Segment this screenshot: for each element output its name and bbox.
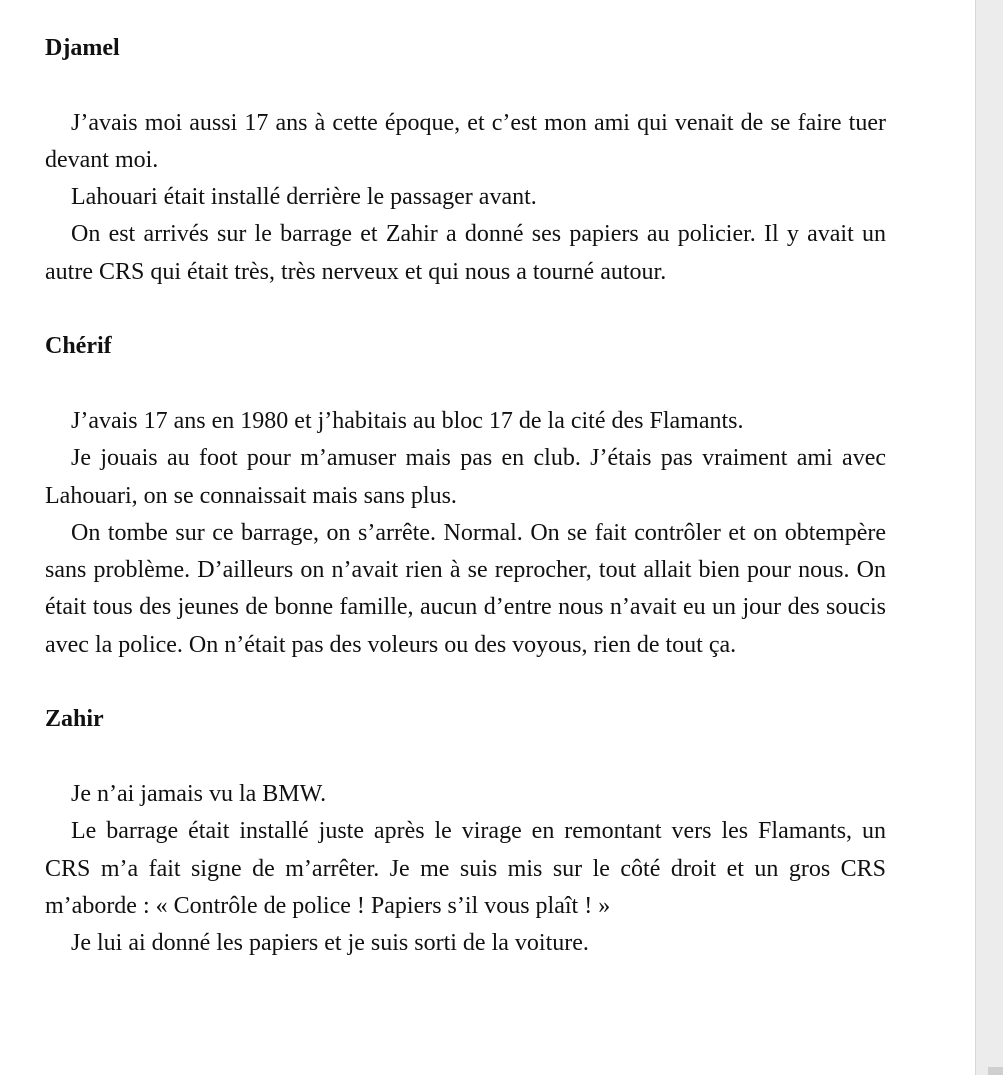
paragraph: J’avais moi aussi 17 ans à cette époque, et c’est mon ami qui venait de se faire tuer devant moi. (45, 109, 886, 173)
testimony-section-cherif (45, 328, 886, 664)
paragraph: Je jouais au foot pour m’amuser mais pas en club. J’étais pas vraiment ami avec Lahouari, on se connaissait mais sans plus. (45, 445, 886, 509)
vertical-scrollbar[interactable] (975, 0, 1003, 1075)
speaker-name: Chérif (45, 333, 112, 360)
paragraph: Je lui ai donné les papiers et je suis sorti de la voiture. (71, 930, 589, 957)
speaker-name: Djamel (45, 35, 120, 61)
scrollbar-thumb[interactable] (988, 1067, 1003, 1075)
paragraph: J’avais 17 ans en 1980 et j’habitais au bloc 17 de la cité des Flamants. (71, 407, 744, 434)
blank-line (45, 67, 886, 104)
testimony-section-zahir (45, 701, 886, 962)
testimony-section-djamel (45, 30, 886, 291)
speaker-name: Zahir (45, 706, 104, 733)
paragraph: On est arrivés sur le barrage et Zahir a donné ses papiers au policier. Il y avait un autre CRS qui était très, très nerveux et qui nous a tourné autour. (45, 221, 886, 285)
document-content (45, 30, 886, 962)
blank-line (45, 366, 886, 403)
blank-line (45, 739, 886, 776)
paragraph: On tombe sur ce barrage, on s’arrête. Normal. On se fait contrôler et on obtempère sans problème. D’ailleurs on n’avait rien à se reprocher, tout allait bien pour nous. On était tous des jeunes de bonne famille, aucun d’entre nous n’avait eu un jour des soucis avec la police. On n’était pas des voleurs ou des voyous, rien de tout ça. (45, 519, 886, 658)
paragraph: Lahouari était installé derrière le passager avant. (71, 184, 537, 211)
paragraph: Je n’ai jamais vu la BMW. (71, 780, 327, 807)
paragraph: Le barrage était installé juste après le virage en remontant vers les Flamants, un CRS m’a fait signe de m’arrêter. Je me suis mis sur le côté droit et un gros CRS m’aborde : « Contrôle de police ! Papiers s’il vous plaît ! » (45, 818, 886, 919)
